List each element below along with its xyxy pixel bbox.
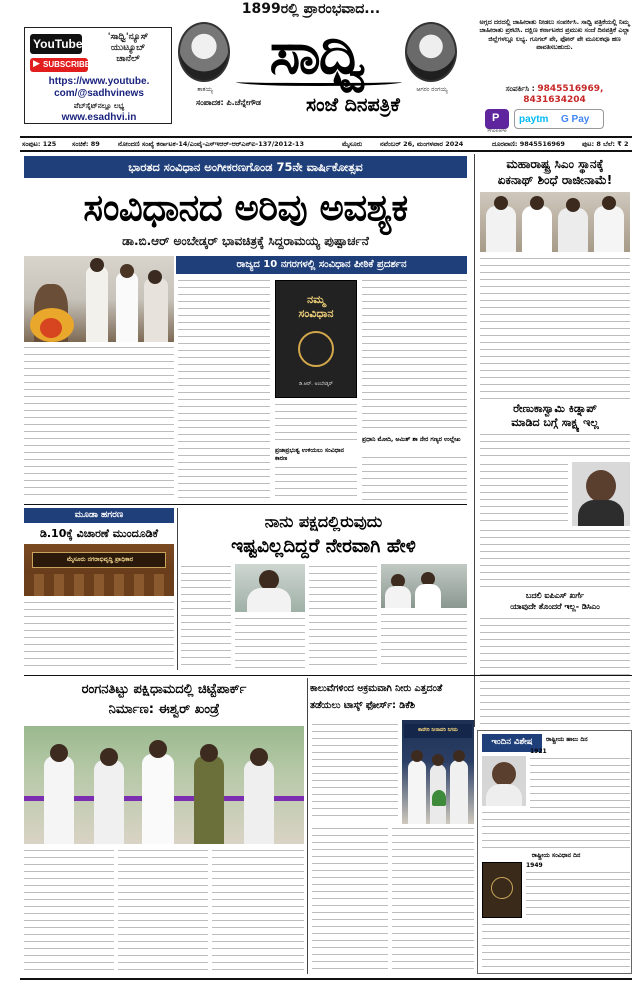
muda-kicker: ಮೂಡಾ ಹಗರಣ [24,508,174,523]
volume: ಸಂಪುಟ: 125 [22,140,57,148]
promo-text: ಅಗ್ಗದ ದರದಲ್ಲಿ ಜಾಹೀರಾತು ನೀಡಲು ಸಂಪರ್ಕಿಸಿ. ಸಾಧ್ವಿ ಪತ್ರಿಕೆಯಲ್ಲಿ ನಿಮ್ಮ ಜಾಹೀರಾತು ಪ್ರಕಟಿಸಿ. ದಕ್ಷಿಣ ಕರ್ನಾಟಕದ ಪ್ರಮುಖ ಸಂಜೆ ದಿನಪತ್ರಿಕೆ ಎಲ್ಲಾ ಜಿಲ್ಲೆಗಳಲ್ಲೂ ಲಭ್ಯ. ಗೂಗಲ್ ಪೇ, ಫೋನ್ ಪೇ ಮೂಲಕವೂ ಹಣ ಪಾವತಿಸಬಹುದು. [479,18,630,52]
lead-photo [24,256,174,342]
rangana-headline: ರಂಗನತಿಟ್ಟು ಪಕ್ಷಿಧಾಮದಲ್ಲಿ ಚಿಟ್ಟೆಪಾರ್ಕ್ ನಿರ್ಮಾಣ: ಈಶ್ವರ್ ಖಂಡ್ರೆ [81,682,247,717]
maharashtra-body [480,256,630,400]
phonepe-icon: P [492,112,500,124]
party-headline: ನಾನು ಪಕ್ಷದಲ್ಲಿರುವುದು ಇಷ್ಟವಿಲ್ಲದಿದ್ದರೆ ನೇರವಾಗಿ ಹೇಳಿ [231,512,416,557]
party-photo-2 [381,564,467,608]
title-wave [236,78,402,86]
exhibit-banner: ರಾಜ್ಯದ 10 ನಗರಗಳಲ್ಲಿ ಸಂವಿಧಾನ ಪೀಠಿಕೆ ಪ್ರದರ್ಶನ [176,256,467,274]
muda-signboard: ಮೈಸೂರು ನಗರಾಭಿವೃದ್ಧಿ ಪ್ರಾಧಿಕಾರ [32,552,166,568]
special-item1-year: 1921 [530,748,547,755]
founded-line: 1899ರಲ್ಲಿ ಪ್ರಾರಂಭವಾದ... [241,1,381,17]
youtube-promo[interactable]: YouTube 'ಸಾಧ್ವಿ'ನ್ಯೂಸ್ ಯುಟ್ಯೂಬ್ ಚಾನೆಲ್ ▶ SUBSCRIBE https://www.youtube. com/@sadhvinews ವೆಬ್‌ಸೈಟ್‌ನಲ್ಲೂ ಲಭ್ಯ www.esadhvi.in [24,27,172,124]
renukaswamy-body-b [480,462,568,526]
constitution-book-photo [482,862,522,918]
lead-kicker: ಭಾರತದ ಸಂವಿಧಾನ ಅಂಗೀಕರಣಗೊಂಡ 75ನೇ ವಾರ್ಷಿಕೋತ್ಸವ [24,156,467,178]
youtube-url[interactable]: https://www.youtube. [48,76,150,87]
lead-headline: ಸಂವಿಧಾನದ ಅರಿವು ಅವಶ್ಯಕ [83,186,408,229]
party-body-col2 [235,616,305,670]
inline-heading-1: ಪ್ರಜಾಪ್ರಭುತ್ವ ಉಳಿಯಲು ಸಂವಿಧಾನ ಕಾರಣ [275,447,344,462]
ad-promo[interactable]: ಅಗ್ಗದ ದರದಲ್ಲಿ ಜಾಹೀರಾತು ನೀಡಲು ಸಂಪರ್ಕಿಸಿ. ಸಾಧ್ವಿ ಪತ್ರಿಕೆಯಲ್ಲಿ ನಿಮ್ಮ ಜಾಹೀರಾತು ಪ್ರಕಟಿಸಿ. ದಕ್ಷಿಣ ಕರ್ನಾಟಕದ ಪ್ರಮುಖ ಸಂಜೆ ದಿನಪತ್ರಿಕೆ ಎಲ್ಲಾ ಜಿಲ್ಲೆಗಳಲ್ಲೂ ಲಭ್ಯ. ಗೂಗಲ್ ಪೇ, ಫೋನ್ ಪೇ ಮೂಲಕವೂ ಹಣ ಪಾವತಿಸಬಹುದು. ಸಂಪರ್ಕಿಸಿ : 9845516969, 8431634204 P PhonePe paytm G Pay [477,18,632,132]
kharge-body [480,616,630,726]
pages-price: ಪುಟ: 8 ಬೆಲೆ: ₹ 2 [582,140,629,148]
lead-body-col3 [275,402,357,444]
date: ನವೆಂಬರ್ 26, ಮಂಗಳವಾರ 2024 [380,140,464,148]
party-photo [235,564,305,612]
special-item2-year: 1949 [526,862,543,869]
canal-body-col3 [312,826,388,974]
renukaswamy-photo [572,462,630,526]
maharashtra-headline: ಮಹಾರಾಷ್ಟ್ರ ಸಿಎಂ ಸ್ಥಾನಕ್ಕೆ ಏಕನಾಥ್ ಶಿಂಧೆ ರಾಜೀನಾಮೆ! [497,157,613,187]
newspaper-title: ಸಾಧ್ವಿ [269,19,365,87]
plant-pot [432,790,446,806]
left-portrait [178,22,230,82]
lead-body-col1 [24,345,174,500]
muda-body [24,600,174,670]
muda-headline: ಡಿ.10ಕ್ಕೆ ವಿಚಾರಣೆ ಮುಂದೂಡಿಕೆ [39,527,159,540]
bell-icon: ▶ [33,59,40,69]
special-item1-title: ರಾಷ್ಟ್ರೀಯ ಹಾಲು ದಿನ [546,736,588,743]
issue: ಸಂಚಿಕೆ: 89 [72,140,100,148]
phone-number[interactable]: 9845516969, [537,84,604,94]
ashoka-emblem [298,331,334,367]
rangana-body-col3 [212,848,304,974]
canal-body-col4 [392,826,474,974]
book-cover: ನಮ್ಮ ಸಂವಿಧಾನ ಡಿ.ಆರ್. ಅಂಬೇಡ್ಕರ್ [275,280,357,398]
canal-body-col1 [312,722,398,822]
right-portrait [405,22,457,82]
maharashtra-photo [480,192,630,252]
registration: ನೋಂದಣಿ ಸಂಖ್ಯೆ ಕರ್ನಾಟಕ-14/ಎಂವೈ-ಎಸ್‌ಇಆರ್-ಆರ್‌ಎನ್‌ಐ-137/2012-13 [118,140,304,148]
payment-logos: paytm G Pay [514,109,604,129]
stage-banner: ಕಾವೇರಿ ನೀರಾವರಿ ನಿಗಮ [404,724,472,738]
milk-day-portrait [482,756,526,806]
channel-name: 'ಸಾಧ್ವಿ'ನ್ಯೂಸ್ [107,32,149,42]
rangana-photo [24,726,304,844]
phonepe-logo [485,109,509,129]
youtube-logo: YouTube [30,34,82,54]
renukaswamy-body-a [480,432,630,460]
dateline [20,138,632,150]
evening-daily: ಸಂಜೆ ದಿನಪತ್ರಿಕೆ [306,94,400,116]
city: ಮೈಸೂರು [342,140,363,148]
website-link[interactable]: www.esadhvi.in [61,112,137,123]
inline-heading-2: ಪ್ರಧಾನಿ ಮೋದಿ, ಅಮಿತ್ ಶಾ ನೇರ ಗಣ್ಯರ ಉಲ್ಲೇಖ [362,436,461,443]
muda-photo [24,544,174,596]
subscribe-button[interactable]: ▶ SUBSCRIBE [30,58,88,72]
phone: ದೂರವಾಣಿ: 9845516969 [492,140,565,148]
lead-subhead: ಡಾ.ಬಿ.ಆರ್ ಅಂಬೇಡ್ಕರ್ ಭಾವಚಿತ್ರಕ್ಕೆ ಸಿದ್ದರಾಮಯ್ಯ ಪುಷ್ಪಾರ್ಚನೆ [122,234,369,248]
rangana-body-col1 [24,848,114,974]
special-item2-title: ರಾಷ್ಟ್ರೀಯ ಸಂವಿಧಾನ ದಿನ [531,852,581,859]
party-body-col3 [309,564,377,670]
editor-line: ಸಂಪಾದಕ: ಪಿ.ಚೆನ್ನೇಗೌಡ [196,98,261,107]
rangana-body-col2 [118,848,208,974]
canal-headline: ಕಾಲುವೆಗಳಿಂದ ಅಕ್ರಮವಾಗಿ ನೀರು ಎತ್ತದಂತೆ ತಡೆಯಲು ಟಾಸ್ಕ್ ಫೋರ್ಸ್: ಡಿಕೆಶಿ [310,683,443,711]
lead-body-col4 [362,278,467,433]
canal-ceremony-photo [402,720,474,824]
kharge-headline: ಬದಲಿ ಐಪಿಎಸ್ ಖರ್ಗೆ ಯಾವುದೇ ತೊಂದರೆ ಇಲ್ಲ- ಡಿಸಿಎಂ [510,591,600,611]
party-body-col1 [181,564,231,670]
special-kicker: ಇಂದಿನ ವಿಶೇಷ [482,734,542,752]
renukaswamy-headline: ರೇಣುಕಾಸ್ವಾಮಿ ಕಿಡ್ನಾಪ್ ಮಾಡಿದ ಬಗ್ಗೆ ಸಾಕ್ಷ್ಯ ಇಲ್ಲ [511,402,599,429]
lead-body-col2 [178,278,270,500]
masthead: YouTube 'ಸಾಧ್ವಿ'ನ್ಯೂಸ್ ಯುಟ್ಯೂಬ್ ಚಾನೆಲ್ ▶ SUBSCRIBE https://www.youtube. com/@sadhvinews ವೆಬ್‌ಸೈಟ್‌ನಲ್ಲೂ ಲಭ್ಯ www.esadhvi.in 1899ರಲ್ಲಿ ಪ್ರಾರಂಭವಾದ... ತಾತಯ್ಯ ಸಾಧ್ವಿ ಆಗರಂ ರಂಗಯ್ಯ ಸಂಪಾದಕ: ಪಿ.ಚೆನ್ನೇಗೌಡ ಸಂಜೆ ದಿನಪತ್ರಿಕೆ ಅಗ್ಗದ ದರದಲ್ಲಿ ಜಾಹೀರಾತು ನೀಡಲು ಸಂಪರ್ಕಿಸಿ. ಸಾಧ್ವಿ ಪತ್ರಿಕೆಯಲ್ಲಿ ನಿಮ್ಮ ಜಾಹೀರಾತು ಪ್ರಕಟಿಸಿ. ದಕ್ಷಿಣ ಕರ್ನಾಟಕದ ಪ್ರಮುಖ ಸಂಜೆ ದಿನಪತ್ರಿಕೆ ಎಲ್ಲಾ ಜಿಲ್ಲೆಗಳಲ್ಲೂ ಲಭ್ಯ. ಗೂಗಲ್ ಪೇ, ಫೋನ್ ಪೇ ಮೂಲಕವೂ ಹಣ ಪಾವತಿಸಬಹುದು. ಸಂಪರ್ಕಿಸಿ : 9845516969, 8431634204 P PhonePe paytm G Pay [0,0,640,134]
